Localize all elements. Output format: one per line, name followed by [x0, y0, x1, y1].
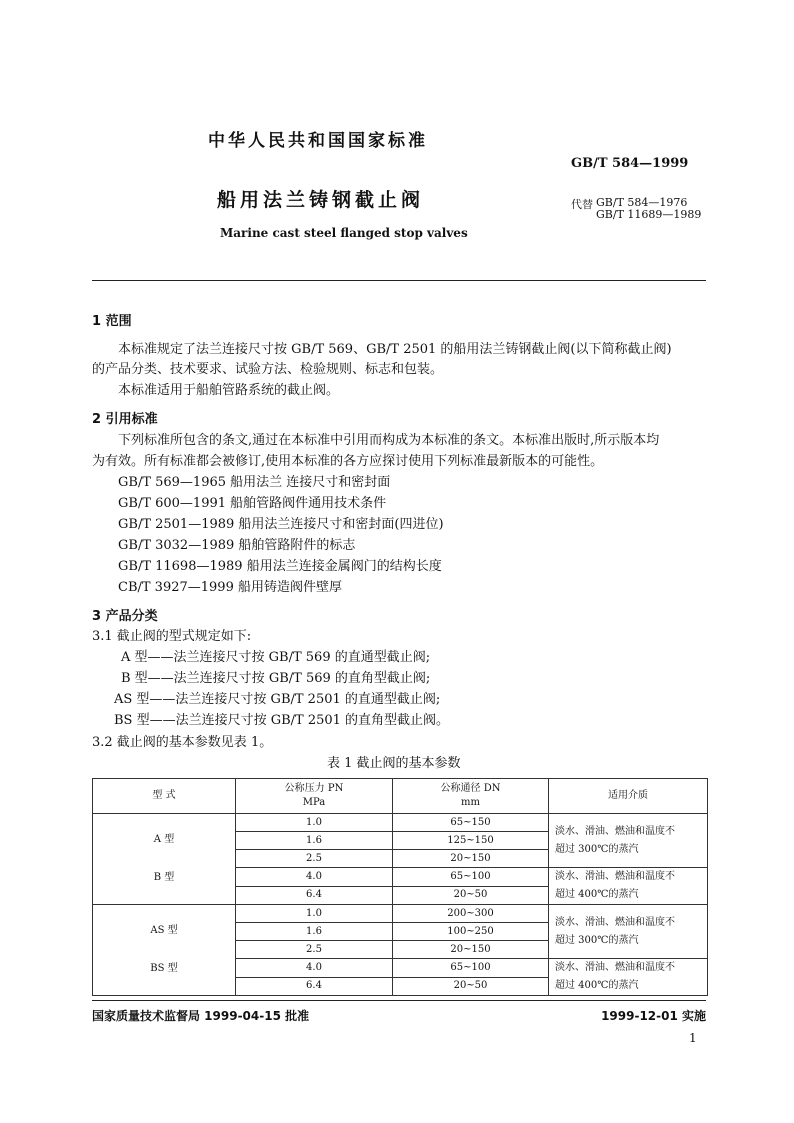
dn-cell: 65~100 — [393, 868, 549, 887]
header-pn-unit: MPa — [302, 797, 326, 808]
dn-cell: 20~150 — [393, 850, 549, 868]
section-1-heading: 1 范围 — [92, 314, 132, 329]
section-1-para1-line1: 本标准规定了法兰连接尺寸按 GB/T 569、GB/T 2501 的船用法兰铸钢截止阀(以下简称截止阀) — [118, 342, 672, 357]
approval-info: 国家质量技术监督局 1999-04-15 批准 — [92, 1009, 310, 1023]
dn-cell: 20~50 — [393, 977, 549, 996]
table-row — [93, 905, 708, 923]
dn-cell: 100~250 — [393, 923, 549, 941]
table-header-row — [93, 779, 708, 814]
type-definition: BS 型——法兰连接尺寸按 GB/T 2501 的直角型截止阀。 — [114, 713, 450, 728]
implementation-date: 1999-12-01 实施 — [601, 1009, 706, 1023]
type-group-2 — [93, 905, 236, 996]
parameters-table — [92, 778, 708, 996]
pn-cell: 4.0 — [236, 959, 393, 978]
pn-cell: 1.0 — [236, 905, 393, 923]
type-definition: AS 型——法兰连接尺寸按 GB/T 2501 的直通型截止阀; — [114, 692, 441, 707]
dn-cell: 200~300 — [393, 905, 549, 923]
footer-divider — [92, 1000, 706, 1001]
pn-cell: 6.4 — [236, 977, 393, 996]
medium-line: 超过 400℃的蒸汽 — [555, 980, 639, 991]
dn-cell: 65~100 — [393, 959, 549, 978]
medium-line: 超过 400℃的蒸汽 — [555, 889, 639, 900]
pn-cell: 6.4 — [236, 886, 393, 905]
pn-cell: 2.5 — [236, 941, 393, 959]
medium-cell — [549, 814, 708, 868]
type-definition: A 型——法兰连接尺寸按 GB/T 569 的直通型截止阀; — [121, 650, 431, 665]
medium-line: 淡水、滑油、燃油和温度不 — [555, 871, 675, 882]
header-dn — [393, 779, 549, 814]
header-pn-label: 公称压力 PN — [284, 783, 344, 794]
section-2-para-line1: 下列标准所包含的条文,通过在本标准中引用而构成为本标准的条文。本标准出版时,所示版本均 — [118, 433, 660, 448]
medium-line: 淡水、滑油、燃油和温度不 — [555, 962, 675, 973]
pn-cell: 1.0 — [236, 814, 393, 832]
medium-line: 超过 300℃的蒸汽 — [555, 934, 639, 946]
medium-line: 淡水、滑油、燃油和温度不 — [555, 825, 675, 837]
section-2-heading: 2 引用标准 — [92, 412, 158, 427]
dn-cell: 20~150 — [393, 941, 549, 959]
reference-item: GB/T 569—1965 船用法兰 连接尺寸和密封面 — [118, 475, 391, 490]
reference-item: GB/T 11698—1989 船用法兰连接金属阀门的结构长度 — [118, 559, 442, 574]
header-medium: 适用介质 — [549, 779, 708, 814]
replaces-label: 代替 — [571, 198, 593, 211]
replaces-standard-2: GB/T 11689—1989 — [596, 208, 702, 221]
dn-cell: 125~150 — [393, 832, 549, 850]
medium-cell — [549, 905, 708, 959]
header-dn-label: 公称通径 DN — [440, 783, 501, 794]
national-standard-heading: 中华人民共和国国家标准 — [208, 131, 428, 151]
replaces-standard-1: GB/T 584—1976 — [596, 196, 688, 209]
dn-cell: 65~150 — [393, 814, 549, 832]
type-label-bs: BS 型 — [150, 963, 178, 974]
type-label-b: B 型 — [153, 872, 175, 883]
reference-item: CB/T 3927—1999 船用铸造阀件壁厚 — [118, 580, 342, 595]
standard-number: GB/T 584—1999 — [571, 156, 689, 171]
reference-item: GB/T 3032—1989 船舶管路附件的标志 — [118, 538, 356, 553]
medium-line: 超过 300℃的蒸汽 — [555, 843, 639, 855]
type-group-1 — [93, 814, 236, 905]
section-2-para-line2: 为有效。所有标准都会被修订,使用本标准的各方应探讨使用下列标准最新版本的可能性。 — [92, 454, 604, 469]
section-1-para1-line2: 的产品分类、技术要求、试验方法、检验规则、标志和包装。 — [92, 362, 444, 377]
document-title-en: Marine cast steel flanged stop valves — [220, 226, 468, 240]
pn-cell: 4.0 — [236, 868, 393, 887]
type-definition: B 型——法兰连接尺寸按 GB/T 569 的直角型截止阀; — [121, 671, 431, 686]
medium-cell — [549, 868, 708, 905]
page-number: 1 — [689, 1031, 697, 1045]
section-3-2: 3.2 截止阀的基本参数见表 1。 — [92, 735, 273, 750]
pn-cell: 1.6 — [236, 832, 393, 850]
type-label-as: AS 型 — [150, 925, 178, 936]
header-type: 型 式 — [93, 779, 236, 814]
section-3-1: 3.1 截止阀的型式规定如下: — [92, 629, 252, 644]
document-title-cn: 船用法兰铸钢截止阀 — [217, 189, 425, 211]
section-3-heading: 3 产品分类 — [92, 609, 158, 624]
header-pn — [236, 779, 393, 814]
reference-item: GB/T 2501—1989 船用法兰连接尺寸和密封面(四进位) — [118, 517, 444, 532]
pn-cell: 2.5 — [236, 850, 393, 868]
reference-item: GB/T 600—1991 船舶管路阀件通用技术条件 — [118, 496, 387, 511]
medium-cell — [549, 959, 708, 996]
dn-cell: 20~50 — [393, 886, 549, 905]
section-1-para2: 本标准适用于船舶管路系统的截止阀。 — [118, 383, 340, 398]
pn-cell: 1.6 — [236, 923, 393, 941]
table-caption: 表 1 截止阀的基本参数 — [327, 756, 461, 771]
table-row — [93, 814, 708, 832]
type-label-a: A 型 — [153, 834, 175, 845]
header-divider — [92, 280, 706, 281]
header-dn-unit: mm — [461, 797, 480, 808]
medium-line: 淡水、滑油、燃油和温度不 — [555, 916, 675, 928]
